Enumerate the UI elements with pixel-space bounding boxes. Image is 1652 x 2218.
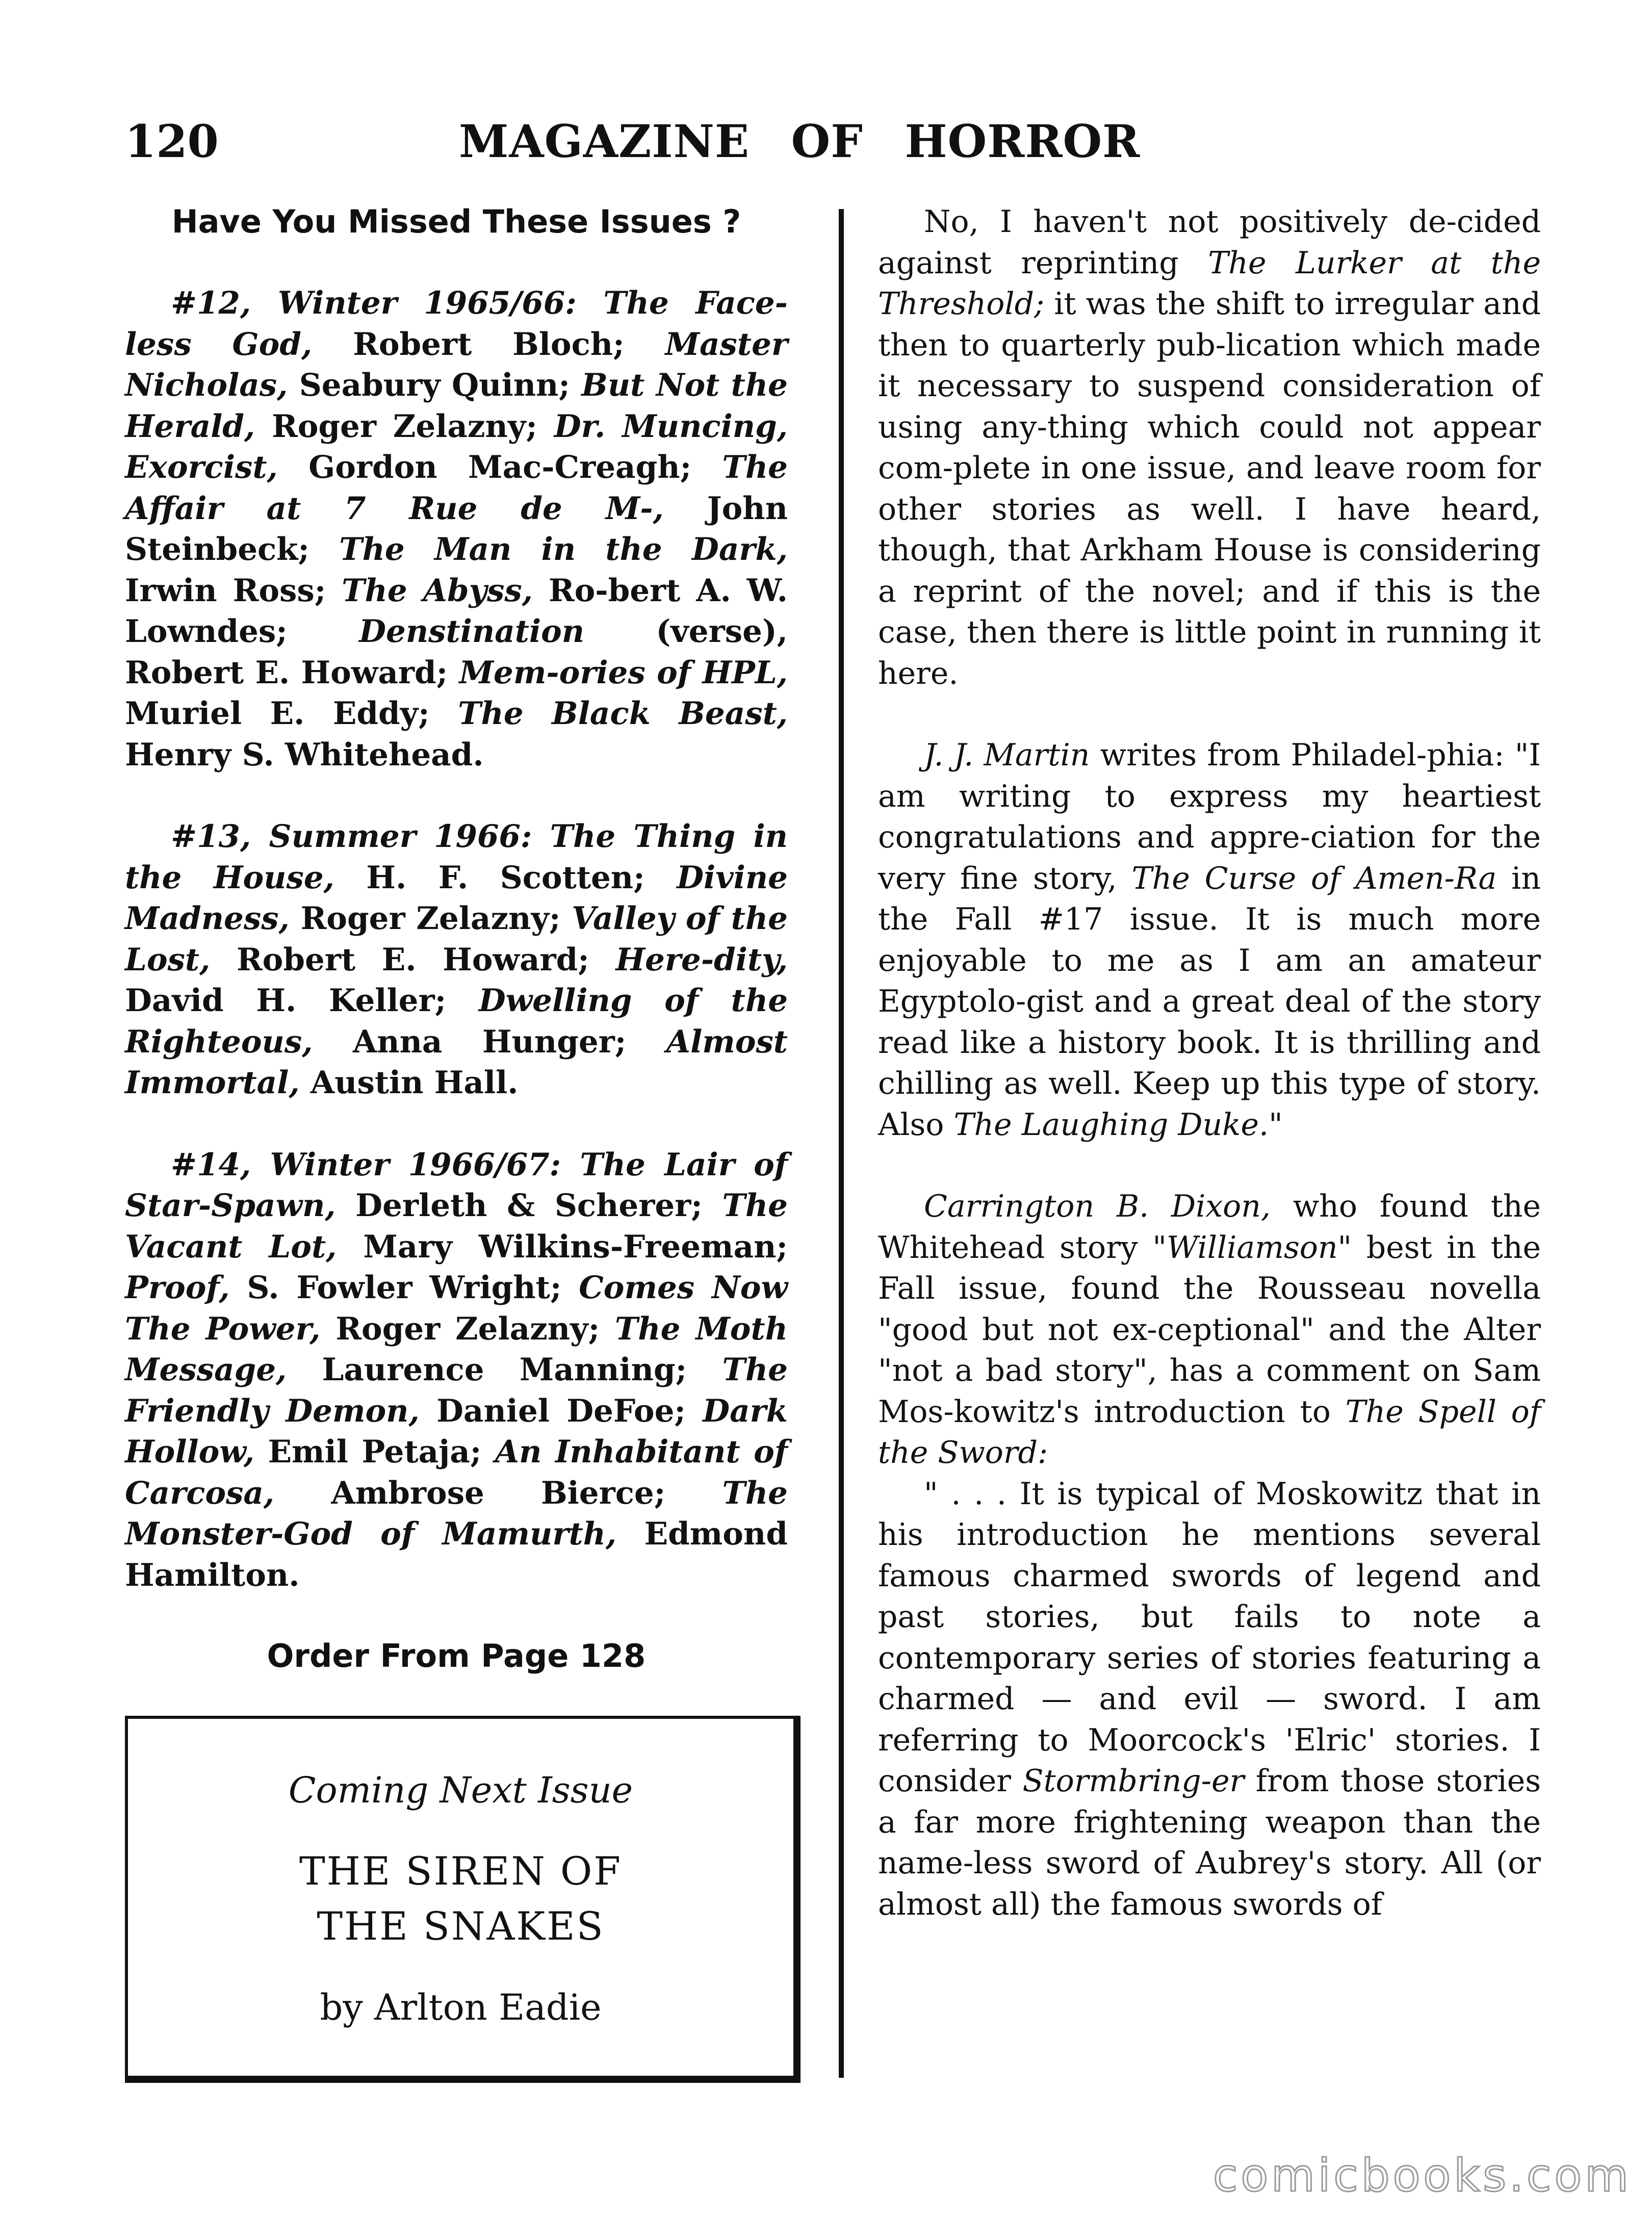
next-story-byline: by Arlton Eadie xyxy=(320,1987,602,2028)
issue-13-entry: #13, Summer 1966: The Thing in the House, H. F. Scotten; Divine Madness, Roger Zelazny; Valley of the Lost, Robert E. Howard; Here-dity, David H. Keller; Dwelling of the Righteous, Anna Hunger; Almost Immortal, Austin Hall. xyxy=(125,818,788,1101)
order-heading: Order From Page 128 xyxy=(267,1637,646,1674)
page-number: 120 xyxy=(125,115,219,168)
column-divider xyxy=(839,209,844,2078)
issue-14-entry: #14, Winter 1966/67: The Lair of Star-Spawn, Derleth & Scherer; The Vacant Lot, Mary Wilkins-Freeman; Proof, S. Fowler Wright; Comes Now The Power, Roger Zelazny; The Moth Message, Laurence Manning; The Friendly Demon, Daniel DeFoe; Dark Hollow, Emil Petaja; An Inhabitant of Carcosa, Ambrose Bierce; The Monster-God of Mamurth, Edmond Hamilton. xyxy=(125,1146,788,1593)
right-column xyxy=(878,201,1541,1925)
dixon-quote-paragraph: " . . . It is typical of Moskowitz that in his introduction he mentions several famous charmed swords of legend and past stories, but fails to note a contemporary series of stories featuring a charmed — and evil — sword. I am referring to Moorcock's 'Elric' stories. I consider Stormbring-er from those stories a far more frightening weapon than the name-less sword of Aubrey's story. All (or almost all) the famous swords of xyxy=(878,1476,1541,1922)
magazine-title: MAGAZINE OF HORROR xyxy=(459,115,1141,168)
editor-reply-paragraph: No, I haven't not positively de-cided against reprinting The Lurker at the Threshold; it was the shift to irregular and then to quarterly pub-lication which made it necessary to suspend consideration of using any-thing which could not appear com-plete in one issue, and leave room for other stories as well. I have heard, though, that Arkham House is considering a reprint of the novel; and if this is the case, then there is little point in running it here. xyxy=(878,204,1541,691)
missed-issues-heading: Have You Missed These Issues ? xyxy=(171,203,741,240)
coming-next-kicker: Coming Next Issue xyxy=(288,1769,633,1811)
left-column xyxy=(125,201,788,1677)
martin-letter-paragraph: J. J. Martin writes from Philadel-phia: "I am writing to express my heartiest congratulations and appre-ciation for the very fine story, The Curse of Amen-Ra in the Fall #17 issue. It is much more enjoyable to me as I am an amateur Egyptolo-gist and a great deal of the story read like a history book. It is thrilling and chilling as well. Keep up this type of story. Also The Laughing Duke." xyxy=(878,737,1541,1143)
next-story-title: THE SIREN OF THE SNAKES xyxy=(299,1848,623,1949)
issue-12-entry: #12, Winter 1965/66: The Face-less God, Robert Bloch; Master Nicholas, Seabury Quinn; But Not the Herald, Roger Zelazny; Dr. Muncing, Exorcist, Gordon Mac-Creagh; The Affair at 7 Rue de M-, John Steinbeck; The Man in the Dark, Irwin Ross; The Abyss, Ro-bert A. W. Lowndes; Denstination (verse), Robert E. Howard; Mem-ories of HPL, Muriel E. Eddy; The Black Beast, Henry S. Whitehead. xyxy=(125,285,788,773)
coming-next-issue-box xyxy=(125,1716,801,2083)
dixon-letter-paragraph: Carrington B. Dixon, who found the Whitehead story "Williamson" best in the Fall issue, found the Rousseau novella "good but not ex-ceptional" and the Alter "not a bad story", has a comment on Sam Mos-kowitz's introduction to The Spell of the Sword: xyxy=(878,1189,1541,1471)
watermark-logo: comicbooks.com xyxy=(1212,2149,1632,2202)
